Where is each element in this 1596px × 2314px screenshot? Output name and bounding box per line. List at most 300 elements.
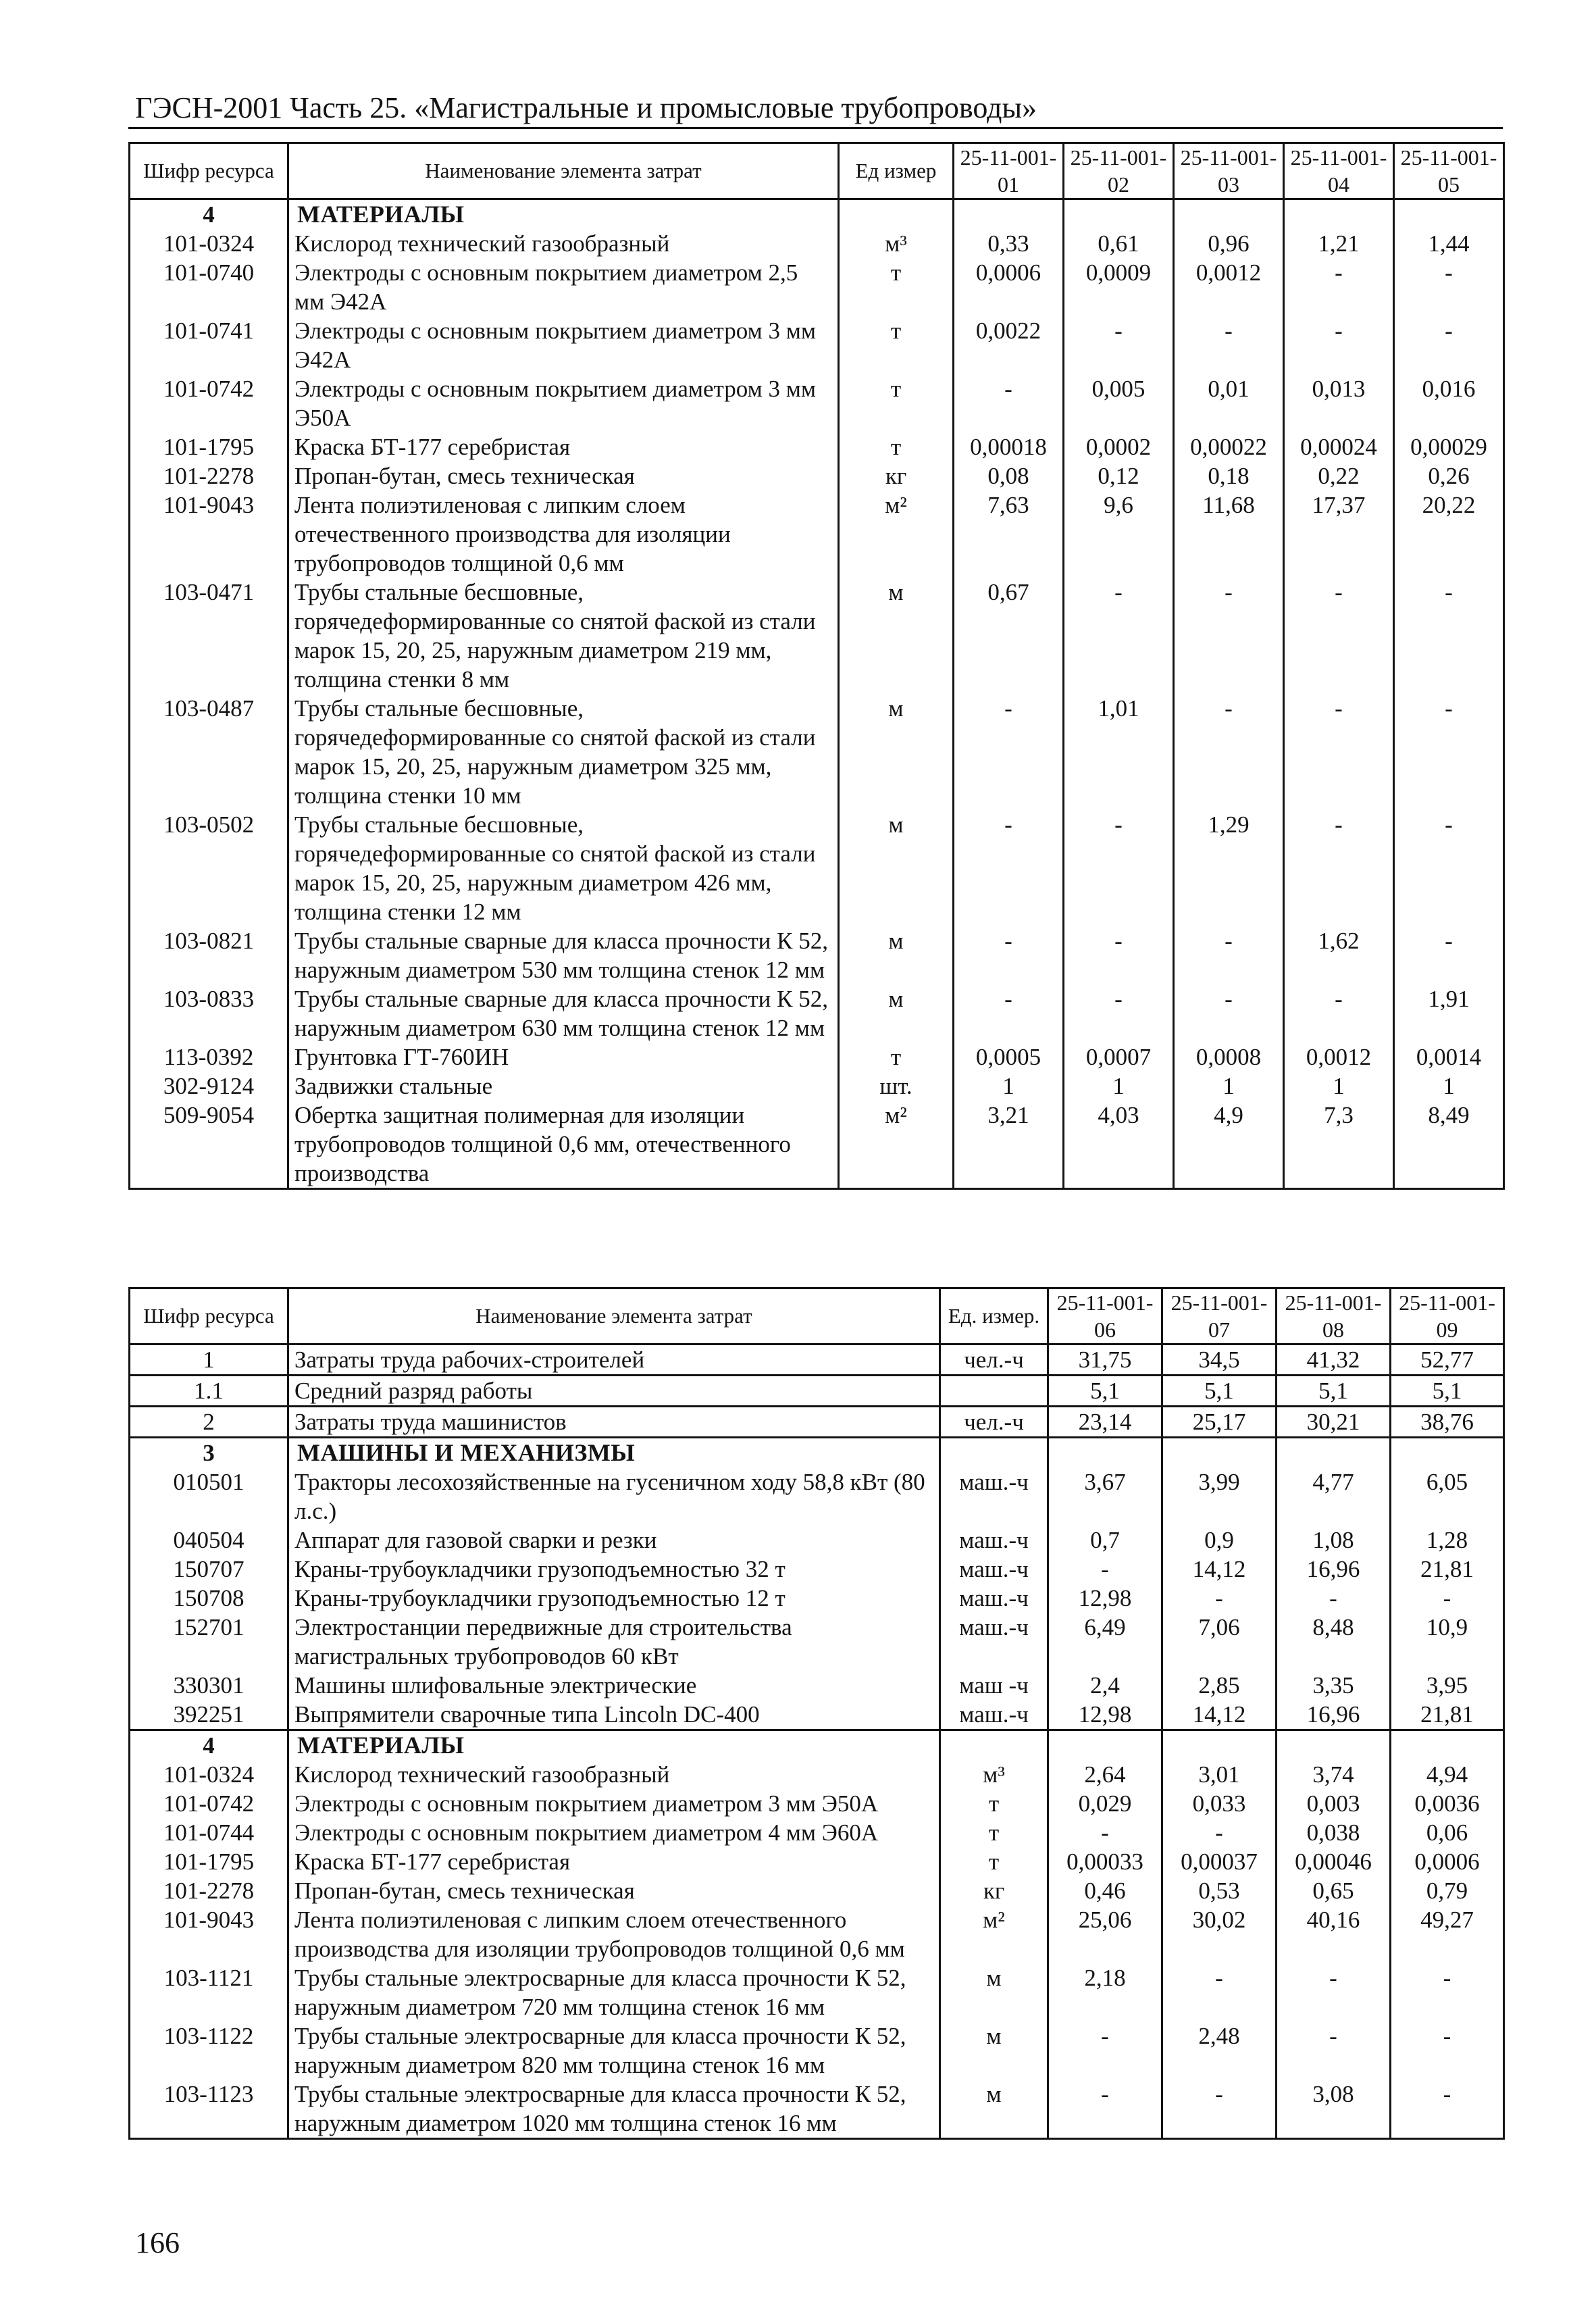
resource-value: 5,1 xyxy=(1048,1376,1162,1407)
resource-value: 0,0005 xyxy=(954,1042,1064,1072)
resource-value: 8,48 xyxy=(1277,1613,1391,1671)
resource-value xyxy=(1391,1730,1504,1761)
resource-value: - xyxy=(1284,694,1394,810)
resource-name: Пропан-бутан, смесь техническая xyxy=(288,461,839,491)
table-row xyxy=(130,2021,1504,2080)
resource-value xyxy=(1277,1438,1391,1468)
resource-unit: м xyxy=(839,694,954,810)
table-row xyxy=(130,1584,1504,1613)
resource-value xyxy=(1174,199,1284,230)
resource-value: 0,18 xyxy=(1174,461,1284,491)
resource-value: 4,03 xyxy=(1064,1101,1174,1189)
resource-value: - xyxy=(954,810,1064,926)
resource-name: Краска БТ-177 серебристая xyxy=(288,432,839,461)
resource-value: 1,29 xyxy=(1174,810,1284,926)
resource-code: 3 xyxy=(130,1438,288,1468)
resource-name: МАТЕРИАЛЫ xyxy=(288,199,839,230)
resource-unit: чел.-ч xyxy=(940,1344,1048,1376)
resource-unit: м xyxy=(940,2021,1048,2080)
resource-value: 2,85 xyxy=(1162,1671,1277,1700)
resource-value: 0,9 xyxy=(1162,1526,1277,1555)
resource-value: - xyxy=(1391,2080,1504,2139)
resource-unit: м xyxy=(839,810,954,926)
table-row xyxy=(130,1555,1504,1584)
resource-value: 3,67 xyxy=(1048,1467,1162,1526)
resource-value: - xyxy=(954,694,1064,810)
resource-value xyxy=(1162,1730,1277,1761)
table-row xyxy=(130,2080,1504,2139)
resource-value: - xyxy=(1394,316,1504,374)
resource-value: 4,77 xyxy=(1277,1467,1391,1526)
resource-value: 1,62 xyxy=(1284,926,1394,984)
resource-name: Краска БТ-177 серебристая xyxy=(288,1847,940,1876)
resource-value: 0,96 xyxy=(1174,229,1284,258)
resource-unit xyxy=(839,199,954,230)
resource-value: - xyxy=(1284,578,1394,694)
resource-value: - xyxy=(1284,810,1394,926)
table1-header-col: 25-11-001-04 xyxy=(1284,143,1394,199)
resource-value: 3,08 xyxy=(1277,2080,1391,2139)
table-row xyxy=(130,1344,1504,1376)
resource-value: - xyxy=(1162,1963,1277,2021)
resource-name: Затраты труда рабочих-строителей xyxy=(288,1344,940,1376)
table2-header-code: Шифр ресурса xyxy=(130,1288,288,1344)
resource-name: Трубы стальные бесшовные, горячедеформированные со снятой фаской из стали марок 15, 20, 25, наружным диаметром 426 мм, толщина стенки 12 мм xyxy=(288,810,839,926)
resource-value: 17,37 xyxy=(1284,491,1394,578)
resource-unit xyxy=(940,1438,1048,1468)
resource-name: Выпрямители сварочные типа Lincoln DC-400 xyxy=(288,1700,940,1730)
resource-name: Машины шлифовальные электрические xyxy=(288,1671,940,1700)
resource-value: 0,65 xyxy=(1277,1876,1391,1905)
resource-value: 0,22 xyxy=(1284,461,1394,491)
resource-name: Электроды с основным покрытием диаметром 4 мм Э60А xyxy=(288,1818,940,1847)
resource-code: 113-0392 xyxy=(130,1042,288,1072)
resource-code: 103-0471 xyxy=(130,578,288,694)
resource-value: 1,21 xyxy=(1284,229,1394,258)
resource-value: 0,016 xyxy=(1394,374,1504,432)
resource-unit: т xyxy=(940,1818,1048,1847)
table-row xyxy=(130,316,1504,374)
resource-value: 1 xyxy=(1284,1072,1394,1101)
resource-value: - xyxy=(954,926,1064,984)
resource-value: - xyxy=(1391,1963,1504,2021)
resource-unit: т xyxy=(940,1789,1048,1818)
resource-name: Электроды с основным покрытием диаметром 3 мм Э50А xyxy=(288,1789,940,1818)
resource-value: 5,1 xyxy=(1391,1376,1504,1407)
resource-name: Краны-трубоукладчики грузоподъемностью 12 т xyxy=(288,1584,940,1613)
resource-value: 10,9 xyxy=(1391,1613,1504,1671)
resource-name: Кислород технический газообразный xyxy=(288,1760,940,1789)
resource-name: Средний разряд работы xyxy=(288,1376,940,1407)
resource-code: 010501 xyxy=(130,1467,288,1526)
resource-value: 0,0007 xyxy=(1064,1042,1174,1072)
resource-value: 0,033 xyxy=(1162,1789,1277,1818)
table2-body xyxy=(130,1344,1504,2139)
table1-header-col: 25-11-001-02 xyxy=(1064,143,1174,199)
resource-value: 0,33 xyxy=(954,229,1064,258)
resource-value: 49,27 xyxy=(1391,1905,1504,1963)
resource-value: 5,1 xyxy=(1277,1376,1391,1407)
resource-name: Пропан-бутан, смесь техническая xyxy=(288,1876,940,1905)
resource-unit: м xyxy=(940,2080,1048,2139)
resource-value: 2,64 xyxy=(1048,1760,1162,1789)
resource-value: 0,26 xyxy=(1394,461,1504,491)
page-number: 166 xyxy=(135,2226,180,2259)
resource-value: 0,00018 xyxy=(954,432,1064,461)
table-row xyxy=(130,926,1504,984)
resource-value: 0,08 xyxy=(954,461,1064,491)
resource-value: 0,0009 xyxy=(1064,258,1174,316)
resource-code: 101-1795 xyxy=(130,1847,288,1876)
resource-value: - xyxy=(1284,316,1394,374)
resource-code: 101-0742 xyxy=(130,1789,288,1818)
resource-code: 152701 xyxy=(130,1613,288,1671)
resource-value: 40,16 xyxy=(1277,1905,1391,1963)
resource-value: 4,9 xyxy=(1174,1101,1284,1189)
resource-value: 0,06 xyxy=(1391,1818,1504,1847)
table-row xyxy=(130,578,1504,694)
table-row xyxy=(130,1438,1504,1468)
table1-header-col: 25-11-001-03 xyxy=(1174,143,1284,199)
resource-value: - xyxy=(1064,578,1174,694)
resource-value: 0,00046 xyxy=(1277,1847,1391,1876)
resource-value: 9,6 xyxy=(1064,491,1174,578)
resource-value: 0,013 xyxy=(1284,374,1394,432)
table1-header-col: 25-11-001-01 xyxy=(954,143,1064,199)
resource-value: 41,32 xyxy=(1277,1344,1391,1376)
table-row xyxy=(130,374,1504,432)
resource-value: 0,0002 xyxy=(1064,432,1174,461)
resource-value xyxy=(1064,199,1174,230)
resource-code: 101-0742 xyxy=(130,374,288,432)
table-row xyxy=(130,1789,1504,1818)
resource-value: 1 xyxy=(954,1072,1064,1101)
resource-code: 103-1122 xyxy=(130,2021,288,2080)
resource-unit: м³ xyxy=(940,1760,1048,1789)
table-row xyxy=(130,1407,1504,1438)
resource-value: 0,029 xyxy=(1048,1789,1162,1818)
resource-code: 101-0740 xyxy=(130,258,288,316)
resource-value: 0,00022 xyxy=(1174,432,1284,461)
resource-value: 52,77 xyxy=(1391,1344,1504,1376)
table1-header-unit: Ед измер xyxy=(839,143,954,199)
resource-code: 1 xyxy=(130,1344,288,1376)
resource-value: - xyxy=(954,984,1064,1042)
resource-value xyxy=(1048,1438,1162,1468)
resource-value: 0,0008 xyxy=(1174,1042,1284,1072)
table-row xyxy=(130,491,1504,578)
table1-body xyxy=(130,199,1504,1189)
resource-value: - xyxy=(1277,1963,1391,2021)
resource-value: - xyxy=(1284,984,1394,1042)
resource-code: 4 xyxy=(130,1730,288,1761)
resource-value: - xyxy=(1284,258,1394,316)
table-row xyxy=(130,984,1504,1042)
resource-value xyxy=(1277,1730,1391,1761)
resource-unit: маш -ч xyxy=(940,1671,1048,1700)
resource-code: 101-1795 xyxy=(130,432,288,461)
resource-value: 21,81 xyxy=(1391,1555,1504,1584)
resource-value: 16,96 xyxy=(1277,1555,1391,1584)
resource-code: 1.1 xyxy=(130,1376,288,1407)
resource-value: - xyxy=(1391,2021,1504,2080)
resource-name: Трубы стальные бесшовные, горячедеформированные со снятой фаской из стали марок 15, 20, 25, наружным диаметром 219 мм, толщина стенки 8 мм xyxy=(288,578,839,694)
resource-code: 101-2278 xyxy=(130,1876,288,1905)
resource-value: 3,35 xyxy=(1277,1671,1391,1700)
table-row xyxy=(130,1467,1504,1526)
resource-name: Задвижки стальные xyxy=(288,1072,839,1101)
resource-name: Электроды с основным покрытием диаметром 3 мм Э42А xyxy=(288,316,839,374)
title-rule xyxy=(128,127,1503,129)
table-row xyxy=(130,229,1504,258)
resource-unit: т xyxy=(839,258,954,316)
resource-unit: шт. xyxy=(839,1072,954,1101)
resource-value: - xyxy=(1064,316,1174,374)
resource-value: - xyxy=(1048,2021,1162,2080)
resource-value: - xyxy=(1394,810,1504,926)
resource-value xyxy=(1394,199,1504,230)
table-row xyxy=(130,1963,1504,2021)
resource-code: 101-9043 xyxy=(130,491,288,578)
resource-value: 2,18 xyxy=(1048,1963,1162,2021)
resource-value: 2,4 xyxy=(1048,1671,1162,1700)
resource-unit: м xyxy=(839,578,954,694)
resource-value: 0,00033 xyxy=(1048,1847,1162,1876)
resource-code: 103-0833 xyxy=(130,984,288,1042)
resource-value: - xyxy=(1064,984,1174,1042)
resource-unit: маш.-ч xyxy=(940,1526,1048,1555)
resource-value: 1 xyxy=(1064,1072,1174,1101)
resource-value: - xyxy=(1174,694,1284,810)
resource-value: 7,3 xyxy=(1284,1101,1394,1189)
resource-value: 30,02 xyxy=(1162,1905,1277,1963)
resource-name: Трубы стальные сварные для класса прочности К 52, наружным диаметром 630 мм толщина стенок 12 мм xyxy=(288,984,839,1042)
resource-value: - xyxy=(1162,1584,1277,1613)
resource-value: 0,0006 xyxy=(954,258,1064,316)
resource-code: 101-9043 xyxy=(130,1905,288,1963)
resource-value: - xyxy=(1048,1818,1162,1847)
resource-value: - xyxy=(1174,316,1284,374)
resource-value: 25,06 xyxy=(1048,1905,1162,1963)
resource-unit: т xyxy=(839,1042,954,1072)
resource-value: 5,1 xyxy=(1162,1376,1277,1407)
resource-name: Тракторы лесохозяйственные на гусеничном ходу 58,8 кВт (80 л.с.) xyxy=(288,1467,940,1526)
table1-header-code: Шифр ресурса xyxy=(130,143,288,199)
resource-value: - xyxy=(1394,258,1504,316)
resource-code: 302-9124 xyxy=(130,1072,288,1101)
resource-code: 103-1121 xyxy=(130,1963,288,2021)
resource-name: Грунтовка ГТ-760ИН xyxy=(288,1042,839,1072)
resource-unit: м xyxy=(839,984,954,1042)
table-row xyxy=(130,1101,1504,1189)
table-row xyxy=(130,1876,1504,1905)
resource-value: 0,00024 xyxy=(1284,432,1394,461)
resource-value: 0,0014 xyxy=(1394,1042,1504,1072)
resource-code: 103-1123 xyxy=(130,2080,288,2139)
resource-value: 3,95 xyxy=(1391,1671,1504,1700)
resource-value: - xyxy=(1174,926,1284,984)
resource-code: 101-0324 xyxy=(130,229,288,258)
resource-unit: чел.-ч xyxy=(940,1407,1048,1438)
resource-value: 14,12 xyxy=(1162,1700,1277,1730)
resource-unit: м³ xyxy=(839,229,954,258)
resource-value: 0,00037 xyxy=(1162,1847,1277,1876)
resource-unit xyxy=(940,1730,1048,1761)
table2-header-col: 25-11-001-08 xyxy=(1277,1288,1391,1344)
resource-name: Трубы стальные сварные для класса прочности К 52, наружным диаметром 530 мм толщина стенок 12 мм xyxy=(288,926,839,984)
resource-code: 101-2278 xyxy=(130,461,288,491)
table-row xyxy=(130,1613,1504,1671)
resource-value: - xyxy=(1277,2021,1391,2080)
resource-value: 7,63 xyxy=(954,491,1064,578)
resource-value: 12,98 xyxy=(1048,1584,1162,1613)
resource-value: 7,06 xyxy=(1162,1613,1277,1671)
resource-code: 101-0324 xyxy=(130,1760,288,1789)
resource-value: 6,05 xyxy=(1391,1467,1504,1526)
resource-code: 150708 xyxy=(130,1584,288,1613)
resource-value: 4,94 xyxy=(1391,1760,1504,1789)
resource-unit: кг xyxy=(940,1876,1048,1905)
resource-code: 103-0502 xyxy=(130,810,288,926)
resource-value: - xyxy=(1394,926,1504,984)
table-row xyxy=(130,1847,1504,1876)
resource-table-2 xyxy=(128,1287,1505,2140)
resource-unit: т xyxy=(940,1847,1048,1876)
resource-value xyxy=(1284,199,1394,230)
resource-value: 0,0012 xyxy=(1174,258,1284,316)
resource-value: 21,81 xyxy=(1391,1700,1504,1730)
resource-value: 2,48 xyxy=(1162,2021,1277,2080)
resource-code: 4 xyxy=(130,199,288,230)
resource-value: 3,01 xyxy=(1162,1760,1277,1789)
table-row xyxy=(130,1042,1504,1072)
resource-code: 330301 xyxy=(130,1671,288,1700)
resource-value: 0,7 xyxy=(1048,1526,1162,1555)
resource-code: 103-0821 xyxy=(130,926,288,984)
resource-value: - xyxy=(1162,2080,1277,2139)
table2-header-col: 25-11-001-06 xyxy=(1048,1288,1162,1344)
resource-code: 101-0741 xyxy=(130,316,288,374)
table-row xyxy=(130,1526,1504,1555)
resource-value: - xyxy=(1174,984,1284,1042)
resource-value: 3,99 xyxy=(1162,1467,1277,1526)
resource-name: МАШИНЫ И МЕХАНИЗМЫ xyxy=(288,1438,940,1468)
resource-value: - xyxy=(1048,1555,1162,1584)
table-row xyxy=(130,461,1504,491)
resource-value: 1 xyxy=(1174,1072,1284,1101)
resource-name: Трубы стальные электросварные для класса прочности К 52, наружным диаметром 720 мм толщина стенок 16 мм xyxy=(288,1963,940,2021)
resource-table-1 xyxy=(128,142,1505,1190)
resource-value: 0,01 xyxy=(1174,374,1284,432)
resource-unit: т xyxy=(839,316,954,374)
resource-value: 0,0012 xyxy=(1284,1042,1394,1072)
resource-value: 12,98 xyxy=(1048,1700,1162,1730)
table2-header-col: 25-11-001-09 xyxy=(1391,1288,1504,1344)
resource-value: - xyxy=(1064,810,1174,926)
resource-unit: м² xyxy=(940,1905,1048,1963)
table-row xyxy=(130,1730,1504,1761)
resource-value: - xyxy=(1174,578,1284,694)
resource-unit: м xyxy=(940,1963,1048,2021)
resource-code: 392251 xyxy=(130,1700,288,1730)
resource-value: 1,44 xyxy=(1394,229,1504,258)
resource-value: 25,17 xyxy=(1162,1407,1277,1438)
resource-unit: маш.-ч xyxy=(940,1555,1048,1584)
table1-header-name: Наименование элемента затрат xyxy=(288,143,839,199)
resource-name: Аппарат для газовой сварки и резки xyxy=(288,1526,940,1555)
resource-value: - xyxy=(954,374,1064,432)
resource-value: 0,61 xyxy=(1064,229,1174,258)
resource-value xyxy=(1162,1438,1277,1468)
resource-value: 14,12 xyxy=(1162,1555,1277,1584)
table-row xyxy=(130,258,1504,316)
resource-value: 0,0022 xyxy=(954,316,1064,374)
resource-value: - xyxy=(1394,578,1504,694)
resource-value: 0,0036 xyxy=(1391,1789,1504,1818)
resource-name: Краны-трубоукладчики грузоподъемностью 32 т xyxy=(288,1555,940,1584)
resource-value xyxy=(1048,1730,1162,1761)
resource-value: - xyxy=(1394,694,1504,810)
table-row xyxy=(130,1700,1504,1730)
resource-value: 0,67 xyxy=(954,578,1064,694)
resource-value: 30,21 xyxy=(1277,1407,1391,1438)
table-row xyxy=(130,199,1504,230)
table-row xyxy=(130,694,1504,810)
resource-unit: маш.-ч xyxy=(940,1467,1048,1526)
resource-name: Обертка защитная полимерная для изоляции трубопроводов толщиной 0,6 мм, отечественного производства xyxy=(288,1101,839,1189)
page-title: ГЭСН-2001 Часть 25. «Магистральные и промысловые трубопроводы» xyxy=(135,91,1037,124)
resource-value: 38,76 xyxy=(1391,1407,1504,1438)
resource-value: 0,00029 xyxy=(1394,432,1504,461)
resource-value: 6,49 xyxy=(1048,1613,1162,1671)
resource-code: 2 xyxy=(130,1407,288,1438)
table-row xyxy=(130,1818,1504,1847)
table1-header-row xyxy=(130,143,1504,199)
resource-value: - xyxy=(1064,926,1174,984)
resource-value: 8,49 xyxy=(1394,1101,1504,1189)
resource-value: 0,005 xyxy=(1064,374,1174,432)
resource-value: - xyxy=(1048,2080,1162,2139)
table2-header-name: Наименование элемента затрат xyxy=(288,1288,940,1344)
resource-value: 0,0006 xyxy=(1391,1847,1504,1876)
resource-value: 0,038 xyxy=(1277,1818,1391,1847)
resource-name: Трубы стальные бесшовные, горячедеформированные со снятой фаской из стали марок 15, 20, 25, наружным диаметром 325 мм, толщина стенки 10 мм xyxy=(288,694,839,810)
resource-value: 1,08 xyxy=(1277,1526,1391,1555)
resource-name: Электроды с основным покрытием диаметром 2,5 мм Э42А xyxy=(288,258,839,316)
resource-unit: маш.-ч xyxy=(940,1613,1048,1671)
resource-value: 3,21 xyxy=(954,1101,1064,1189)
resource-name: МАТЕРИАЛЫ xyxy=(288,1730,940,1761)
resource-value: 16,96 xyxy=(1277,1700,1391,1730)
resource-value: - xyxy=(1162,1818,1277,1847)
table-row xyxy=(130,1905,1504,1963)
resource-value: 0,003 xyxy=(1277,1789,1391,1818)
resource-name: Трубы стальные электросварные для класса прочности К 52, наружным диаметром 1020 мм толщина стенок 16 мм xyxy=(288,2080,940,2139)
resource-value: 0,79 xyxy=(1391,1876,1504,1905)
resource-unit: кг xyxy=(839,461,954,491)
resource-unit: т xyxy=(839,374,954,432)
table-row xyxy=(130,1760,1504,1789)
resource-value: - xyxy=(1391,1584,1504,1613)
resource-value xyxy=(954,199,1064,230)
table-row xyxy=(130,1072,1504,1101)
resource-unit: маш.-ч xyxy=(940,1584,1048,1613)
resource-value: 0,46 xyxy=(1048,1876,1162,1905)
resource-value: 0,53 xyxy=(1162,1876,1277,1905)
resource-name: Затраты труда машинистов xyxy=(288,1407,940,1438)
table-row xyxy=(130,1671,1504,1700)
resource-code: 509-9054 xyxy=(130,1101,288,1189)
